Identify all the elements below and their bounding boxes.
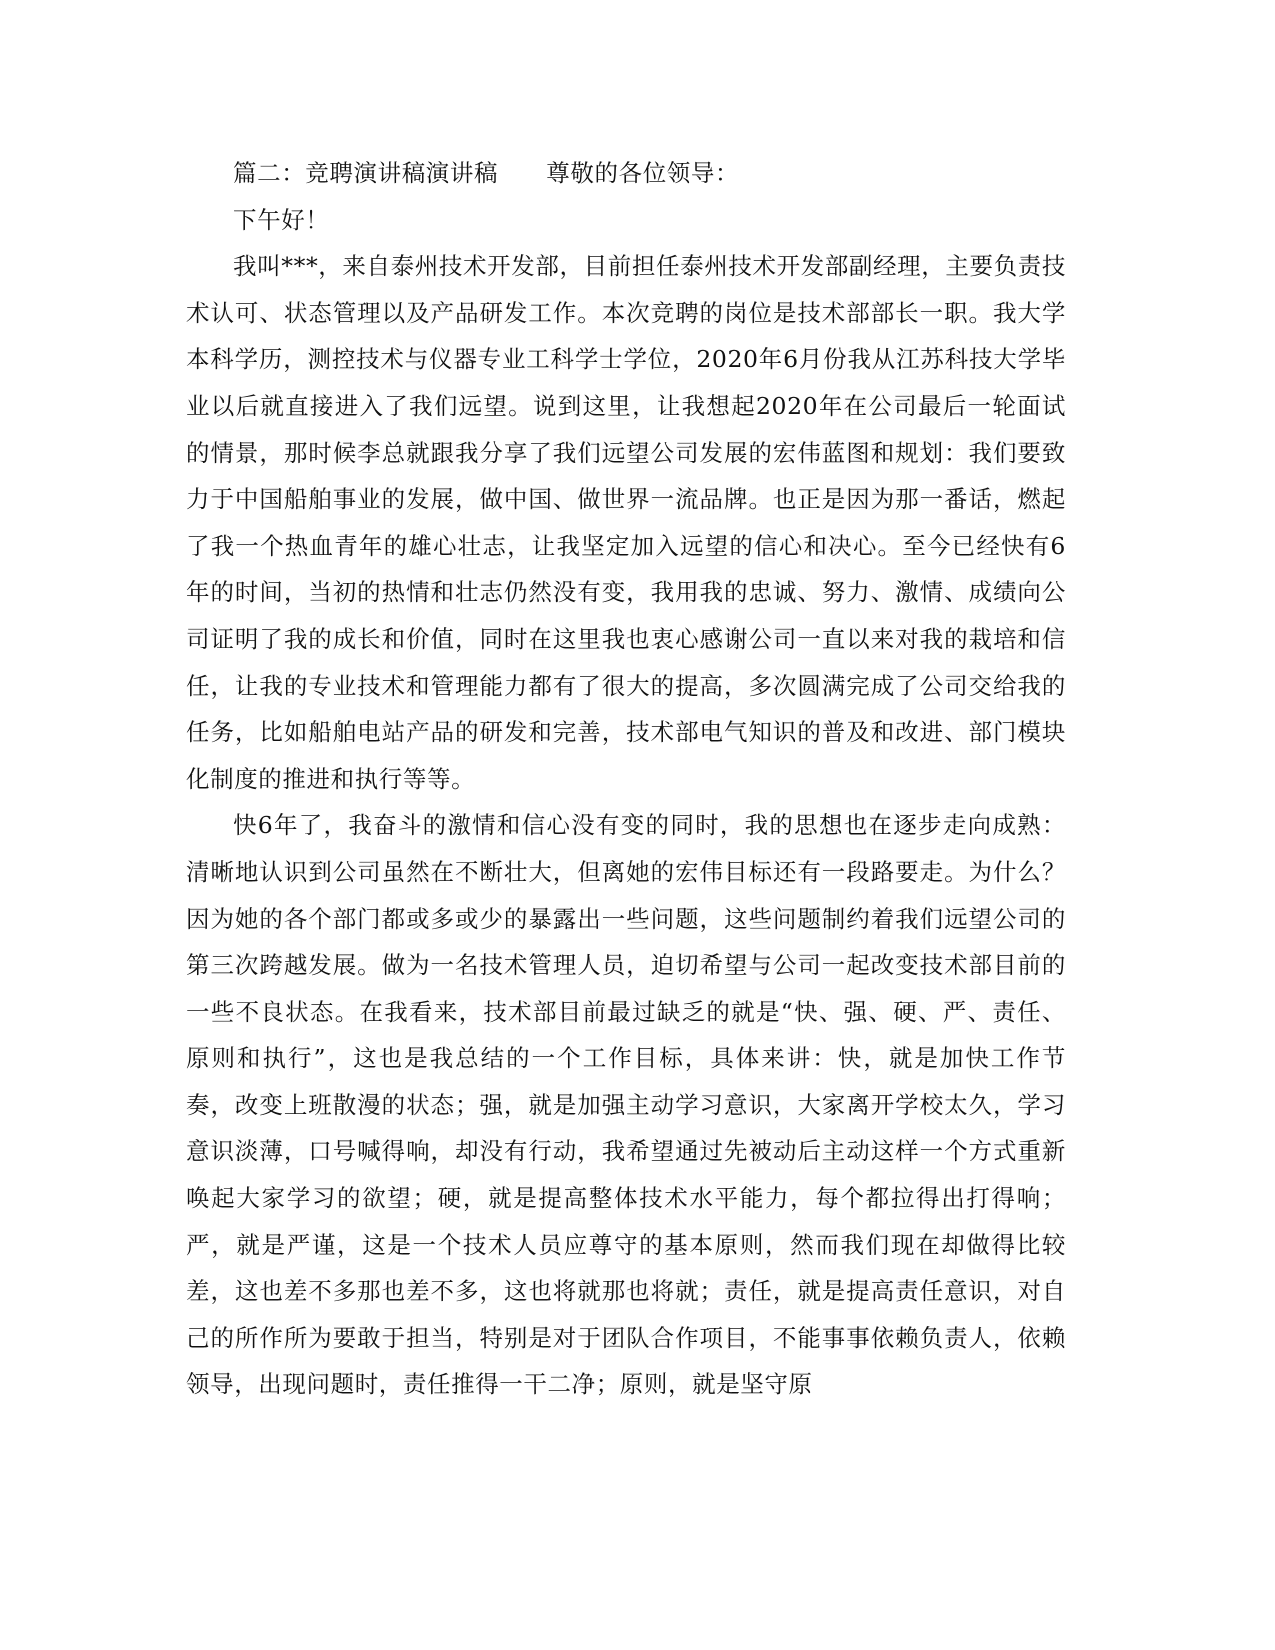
heading-paragraph: 篇二：竞聘演讲稿演讲稿 尊敬的各位领导：: [233, 159, 740, 187]
goals-paragraph: 快6年了，我奋斗的激情和信心没有变的同时，我的思想也在逐步走向成熟：清晰地认识到公司虽然在不断壮大，但离她的宏伟目标还有一段路要走。为什么？因为她的各个部门都或多或少的暴露出一些问题，这些问题制约着我们远望公司的第三次跨越发展。做为一名技术管理人员，迫切希望与公司一起改变技术部目前的一些不良状态。在我看来，技术部目前最过缺乏的就是“快、强、硬、严、责任、原则和执行”，这也是我总结的一个工作目标，具体来讲：快，就是加快工作节奏，改变上班散漫的状态；强，就是加强主动学习意识，大家离开学校太久，学习意识淡薄，口号喊得响，却没有行动，我希望通过先被动后主动这样一个方式重新唤起大家学习的欲望；硬，就是提高整体技术水平能力，每个都拉得出打得响；严，就是严谨，这是一个技术人员应尊守的基本原则，然而我们现在却做得比较差，这也差不多那也差不多，这也将就那也将就；责任，就是提高责任意识，对自己的所作所为要敢于担当，特别是对于团队合作项目，不能事事依赖负责人，依赖领导，出现问题时，责任推得一干二净；原则，就是坚守原: [186, 811, 1066, 1399]
greeting-paragraph: 下午好！: [233, 205, 330, 234]
introduction-paragraph: 我叫***，来自泰州技术开发部，目前担任泰州技术开发部副经理，主要负责技术认可、状态管理以及产品研发工作。本次竞聘的岗位是技术部部长一职。我大学本科学历，测控技术与仪器专业工科学士学位，2020年6月份我从江苏科技大学毕业以后就直接进入了我们远望。说到这里，让我想起2020年在公司最后一轮面试的情景，那时候李总就跟我分享了我们远望公司发展的宏伟蓝图和规划：我们要致力于中国船舶事业的发展，做中国、做世界一流品牌。也正是因为那一番话，燃起了我一个热血青年的雄心壮志，让我坚定加入远望的信心和决心。至今已经快有6年的时间，当初的热情和壮志仍然没有变，我用我的忠诚、努力、激情、成绩向公司证明了我的成长和价值，同时在这里我也衷心感谢公司一直以来对我的栽培和信任，让我的专业技术和管理能力都有了很大的提高，多次圆满完成了公司交给我的任务，比如船舶电站产品的研发和完善，技术部电气知识的普及和改进、部门模块化制度的推进和执行等等。: [186, 252, 1066, 793]
document-body: [186, 150, 1066, 1408]
